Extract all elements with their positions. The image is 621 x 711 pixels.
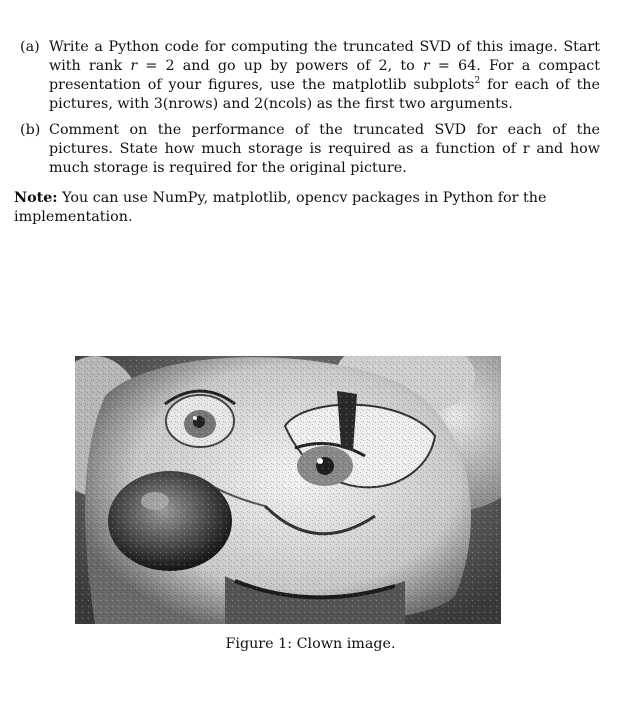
note-text: You can use NumPy, matplotlib, opencv packages in Python for the implementation. [14,190,547,225]
question-a-text: Write a Python code for computing the truncated SVD of this image. Start with rank r = 2 and go up by powers of 2, to r = 64. For a compact presentation of your figures, use the matplotlib subplots$^2$ for each of the pictures, with 3(nrows) and 2(ncols) as the first two arguments. [49,39,600,112]
note-paragraph [14,189,600,227]
question-a [20,38,600,114]
footnote-marker: 2 [474,76,481,87]
question-b-text: Comment on the performance of the truncated SVD for each of the pictures. State how much storage is required as a function of r and how much storage is required for the original picture. [49,122,600,176]
question-b-label: (b) [20,122,41,138]
clown-image [75,356,501,624]
figure-caption: Figure 1: Clown image. [225,636,396,652]
clown-image-illustration [75,356,501,624]
note-label: Note: [14,190,58,206]
question-a-label: (a) [20,39,40,55]
question-b [20,121,600,178]
